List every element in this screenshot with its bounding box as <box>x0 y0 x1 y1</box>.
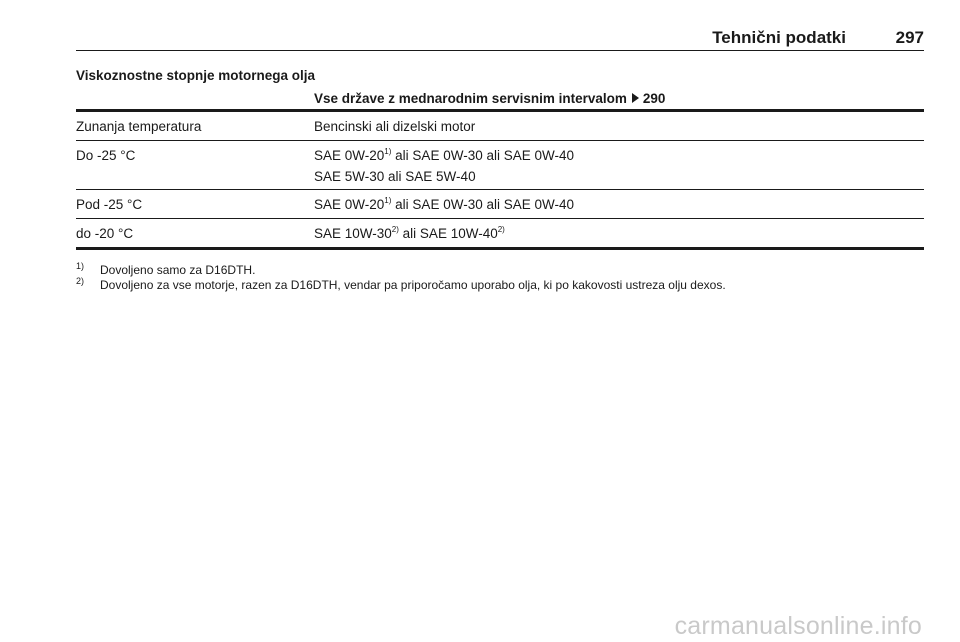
footnote-ref: 1) <box>384 196 392 205</box>
oil-grade-text: SAE 5W-30 ali SAE 5W-40 <box>314 169 476 184</box>
column-header-engine: Bencinski ali dizelski motor <box>314 119 476 134</box>
arrow-right-icon <box>632 93 639 103</box>
footnote <box>76 278 924 293</box>
footnote-text: Dovoljeno za vse motorje, razen za D16DTH, vendar pa priporočamo uporabo olja, ki po kakovosti ustreza olju dexos. <box>100 278 726 292</box>
oil-grade-text: ali SAE 0W-30 ali SAE 0W-40 <box>391 148 575 163</box>
oil-grade-cell <box>314 148 574 184</box>
section-title: Viskoznostne stopnje motornega olja <box>76 68 316 83</box>
footnote <box>76 263 924 278</box>
footnote-mark: 2) <box>76 276 85 286</box>
oil-grade-cell <box>314 197 574 212</box>
table-header-row <box>76 112 924 141</box>
oil-viscosity-table <box>76 89 924 250</box>
table-row <box>76 190 924 219</box>
page-header <box>76 26 924 51</box>
caption-label: Vse države z mednarodnim servisnim intervalom <box>314 91 627 106</box>
caption-ref-page[interactable]: 290 <box>642 91 666 106</box>
footnote-mark: 1) <box>76 261 85 271</box>
caption-text <box>314 91 665 106</box>
oil-grade-text: SAE 0W-20 <box>314 197 385 212</box>
oil-grade-text: SAE 0W-20 <box>314 148 385 163</box>
temperature-cell: do -20 °C <box>76 226 134 241</box>
oil-grade-text: SAE 10W-30 <box>314 226 392 241</box>
temperature-cell: Pod -25 °C <box>76 197 143 212</box>
oil-grade-text: ali SAE 0W-30 ali SAE 0W-40 <box>391 197 575 212</box>
oil-grade-text: ali SAE 10W-40 <box>398 226 498 241</box>
oil-grade-cell <box>314 226 505 241</box>
table-row <box>76 219 924 250</box>
table-caption <box>76 89 924 112</box>
header-title: Tehnični podatki <box>712 28 846 47</box>
watermark: carmanualsonline.info <box>674 612 922 640</box>
footnote-ref: 1) <box>384 147 392 156</box>
footnote-ref: 2) <box>391 225 399 234</box>
table-row <box>76 141 924 190</box>
footnote-ref: 2) <box>497 225 505 234</box>
footnote-text: Dovoljeno samo za D16DTH. <box>100 263 256 277</box>
footnotes <box>76 263 924 293</box>
temperature-cell: Do -25 °C <box>76 148 136 163</box>
page-number: 297 <box>895 28 924 47</box>
column-header-temperature: Zunanja temperatura <box>76 119 202 134</box>
